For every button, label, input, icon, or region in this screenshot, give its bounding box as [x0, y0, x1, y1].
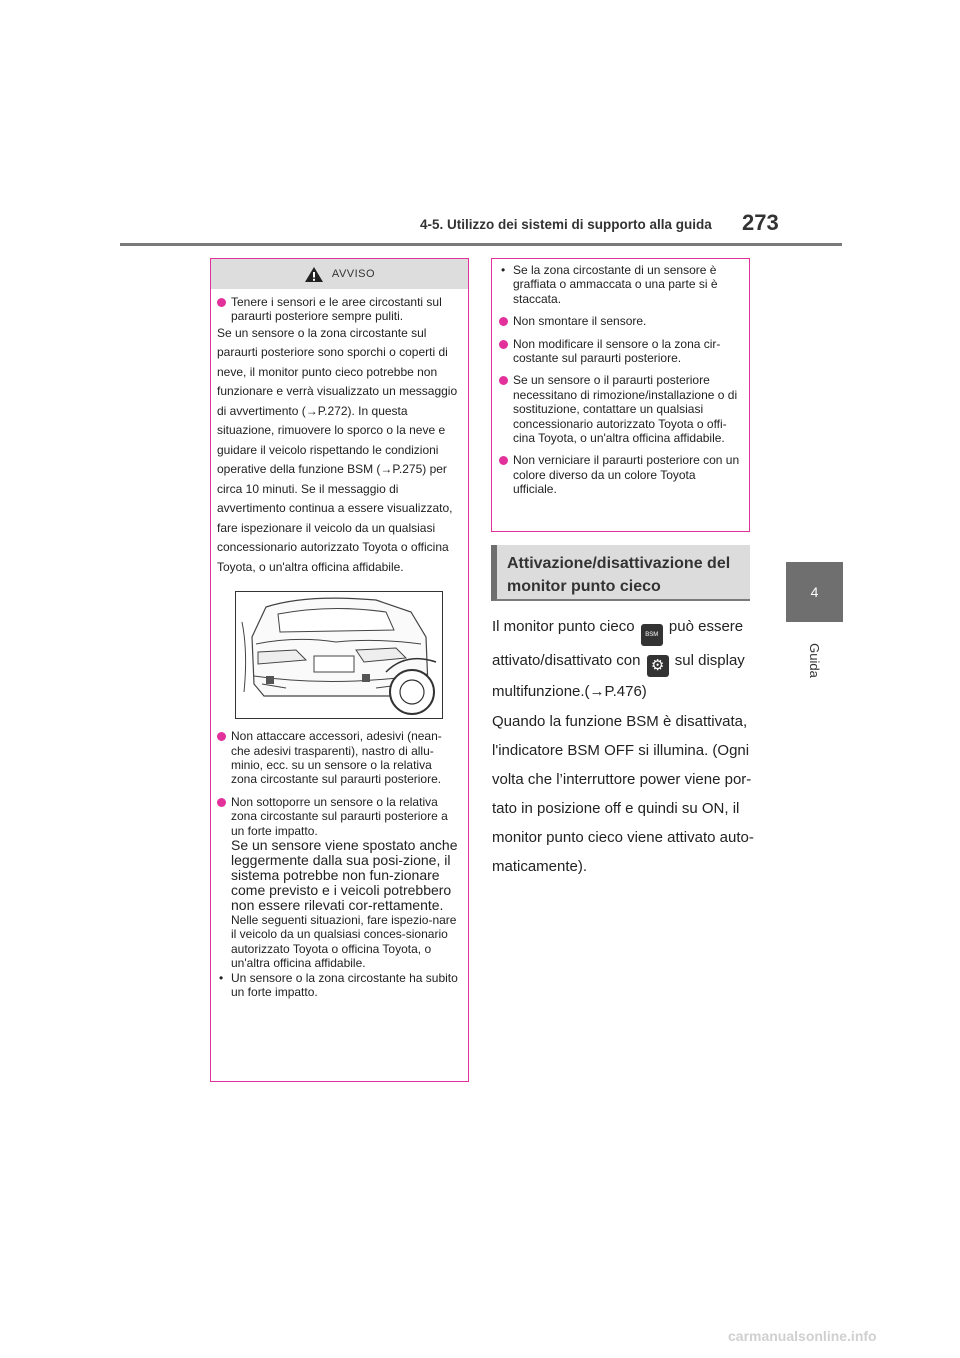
warning-note: Nelle seguenti situazioni, fare ispezio-nare il veicolo da un qualsiasi conces-sionario autorizzato Toyota o officina Toyota, o un'altra officina affidabile. — [231, 913, 457, 971]
warning-bullet: Non attaccare accessori, adesivi (nean-che adesivi trasparenti), nastro di allu-minio, ecc. su un sensore o la relativa zona circostante sul paraurti posteriore. — [217, 729, 460, 787]
warning-bullet: Tenere i sensori e le aree circostanti sul paraurti posteriore sempre puliti. — [217, 295, 460, 324]
rear-bumper-sensor-illustration — [235, 591, 443, 719]
settings-gear-icon: ⚙ — [647, 655, 669, 677]
warning-bullet: Non sottoporre un sensore o la relativa zona circostante sul paraurti posteriore a un forte impatto. — [217, 795, 460, 838]
header-title: 4-5. Utilizzo dei sistemi di supporto alla guida — [420, 217, 712, 232]
warning-emphasis: Se un sensore viene spostato anche leggermente dalla sua posi-zione, il sistema potrebbe non fun-zionare come previsto e i veicoli potrebbero non essere rilevati cor-rettamente. — [231, 837, 458, 914]
chapter-label: Guida — [806, 642, 822, 678]
warning-box — [210, 258, 469, 1082]
warning-paragraph: Se un sensore o la zona circostante sul paraurti posteriore sono sporchi o coperti di neve, il monitor punto cieco potrebbe non funzionare e verrà visualizzato un messaggio di avvertimento (→P.272). In questa situazione, rimuovere lo sporco o la neve e guidare il veicolo rispettando le condizioni operative della funzione BSM (→P.275) per circa 10 minuti. Se il messaggio di avvertimento continua a essere visualizzato, fare ispezionare il veicolo da un qualsiasi concessionario autorizzato Toyota o officina Toyota, o un'altra officina affidabile. — [217, 325, 458, 574]
warning-title: AVVISO — [331, 268, 376, 280]
bsm-icon: BSM — [641, 624, 663, 646]
header-rule — [120, 243, 842, 246]
page-number: 273 — [742, 210, 779, 235]
chapter-tab[interactable] — [786, 562, 843, 622]
warning-bullet: Non modificare il sensore o la zona cir-costante sul paraurti posteriore. — [499, 337, 741, 366]
warning-box-continued — [491, 258, 750, 532]
chapter-number: 4 — [810, 584, 819, 600]
warning-header — [211, 259, 468, 289]
warning-bullet: Non verniciare il paraurti posteriore con un colore diverso da un colore Toyota ufficiale. — [499, 453, 741, 496]
body-paragraph: Quando la funzione BSM è disattivata, l'indicatore BSM OFF si illumina. (Ogni volta che l’interruttore power viene por-tato in posizione off e quindi su ON, il monitor punto cieco viene attivato auto-maticamente). — [492, 713, 754, 875]
warning-bullet: Se un sensore o il paraurti posteriore necessitano di rimozione/installazione o di sostituzione, contattare un qualsiasi concessionario autorizzato Toyota o offi-cina Toyota, o un'altra officina affidabile. — [499, 373, 741, 445]
body-paragraph: Il monitor punto cieco BSM può essere attivato/disattivato con ⚙ sul display multifunzione.(→P.476) — [492, 618, 745, 700]
warning-triangle-icon — [304, 266, 324, 283]
footer-watermark: carmanualsonline.info — [728, 1328, 877, 1344]
section-heading: Attivazione/disattivazione del monitor punto cieco — [491, 545, 750, 601]
warning-list-item: • Un sensore o la zona circostante ha subito un forte impatto. — [217, 971, 460, 1000]
warning-list-item: • Se la zona circostante di un sensore è graffiata o ammaccata o una parte si è staccata. — [499, 263, 741, 306]
section-body — [492, 612, 754, 881]
warning-bullet: Non smontare il sensore. — [499, 314, 741, 328]
